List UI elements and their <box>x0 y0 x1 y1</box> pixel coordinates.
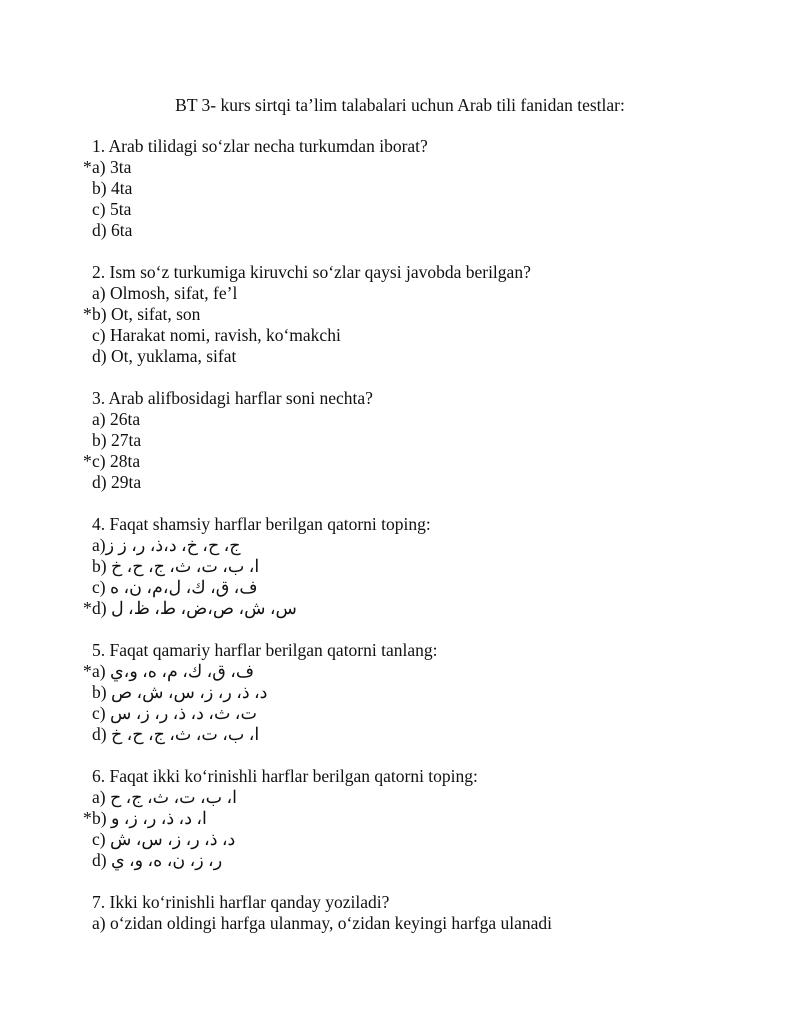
answer-option <box>0 409 800 430</box>
option-text: b) ا، ب، ت، ث، ج، ح، خ <box>92 556 260 576</box>
answer-option <box>0 178 800 199</box>
answer-option <box>0 535 800 556</box>
answer-option <box>0 598 800 619</box>
correct-answer-mark: * <box>83 304 92 324</box>
option-text: a) 26ta <box>92 409 141 429</box>
answer-option <box>0 724 800 745</box>
answer-option <box>0 199 800 220</box>
answer-option <box>0 787 800 808</box>
question-text: 2. Ism so‘z turkumiga kiruvchi so‘zlar qaysi javobda berilgan? <box>92 262 531 282</box>
answer-option <box>0 430 800 451</box>
option-text: d) 6ta <box>92 220 133 240</box>
option-text: c) 28ta <box>92 451 141 471</box>
question-1 <box>0 136 800 241</box>
question-text: 4. Faqat shamsiy harflar berilgan qatorni toping: <box>92 514 431 534</box>
option-text: a) o‘zidan oldingi harfga ulanmay, o‘zidan keyingi harfga ulanadi <box>92 913 553 933</box>
answer-option <box>0 556 800 577</box>
option-text: a) ا، ب، ت، ث، ج، ح <box>92 787 237 807</box>
question-text: 5. Faqat qamariy harflar berilgan qatorni tanlang: <box>92 640 438 660</box>
question-text: 3. Arab alifbosidagi harflar soni nechta? <box>92 388 373 408</box>
option-text: b) Ot, sifat, son <box>92 304 201 324</box>
option-text: b) 27ta <box>92 430 142 450</box>
question-6 <box>0 766 800 871</box>
answer-option <box>0 346 800 367</box>
answer-option <box>0 829 800 850</box>
answer-option <box>0 157 800 178</box>
question-2 <box>0 262 800 367</box>
option-text: c) 5ta <box>92 199 132 219</box>
answer-option <box>0 577 800 598</box>
question-3 <box>0 388 800 493</box>
correct-answer-mark: * <box>83 451 92 471</box>
option-text: d) س، ش، ص،ض، ط، ظ، ل <box>92 598 297 618</box>
question-text: 1. Arab tilidagi so‘zlar necha turkumdan iborat? <box>92 136 428 156</box>
question-text: 6. Faqat ikki ko‘rinishli harflar berilgan qatorni toping: <box>92 766 478 786</box>
answer-option <box>0 703 800 724</box>
question-4 <box>0 514 800 619</box>
question-5 <box>0 640 800 745</box>
correct-answer-mark: * <box>83 598 92 618</box>
option-text: d) ر، ز، ن، ه، و، ي <box>92 850 223 870</box>
option-text: a) Olmosh, sifat, fe’l <box>92 283 238 303</box>
option-text: a) ف، ق، ك، م، ه، و،ي <box>92 661 255 681</box>
correct-answer-mark: * <box>83 661 92 681</box>
question-7 <box>0 892 800 934</box>
correct-answer-mark: * <box>83 157 92 177</box>
answer-option <box>0 682 800 703</box>
answer-option <box>0 325 800 346</box>
option-text: b) 4ta <box>92 178 133 198</box>
option-text: c) د، ذ، ر، ز، س، ش <box>92 829 236 849</box>
option-text: d) Ot, yuklama, sifat <box>92 346 237 366</box>
answer-option <box>0 283 800 304</box>
answer-option <box>0 451 800 472</box>
option-text: c) ت، ث، د، ذ، ر، ز، س <box>92 703 257 723</box>
correct-answer-mark: * <box>83 808 92 828</box>
option-text: d) ا، ب، ت، ث، ج، ح، خ <box>92 724 260 744</box>
answer-option <box>0 850 800 871</box>
answer-option <box>0 220 800 241</box>
option-text: a)ج، ح، خ، د،ذ، ر، ز ز <box>92 535 241 555</box>
answer-option <box>0 808 800 829</box>
document-title: BT 3- kurs sirtqi ta’lim talabalari uchun Arab tili fanidan testlar: <box>175 95 625 115</box>
answer-option <box>0 661 800 682</box>
answer-option <box>0 304 800 325</box>
question-text: 7. Ikki ko‘rinishli harflar qanday yoziladi? <box>92 892 390 912</box>
answer-option <box>0 913 800 934</box>
option-text: b) ا، د، ذ، ر، ز، و <box>92 808 207 828</box>
option-text: a) 3ta <box>92 157 132 177</box>
answer-option <box>0 472 800 493</box>
option-text: c) Harakat nomi, ravish, ko‘makchi <box>92 325 341 345</box>
option-text: d) 29ta <box>92 472 142 492</box>
option-text: c) ف، ق، ك، ل،م، ن، ه <box>92 577 258 597</box>
option-text: b) د، ذ، ر، ز، س، ش، ص <box>92 682 268 702</box>
question-list <box>0 136 800 955</box>
